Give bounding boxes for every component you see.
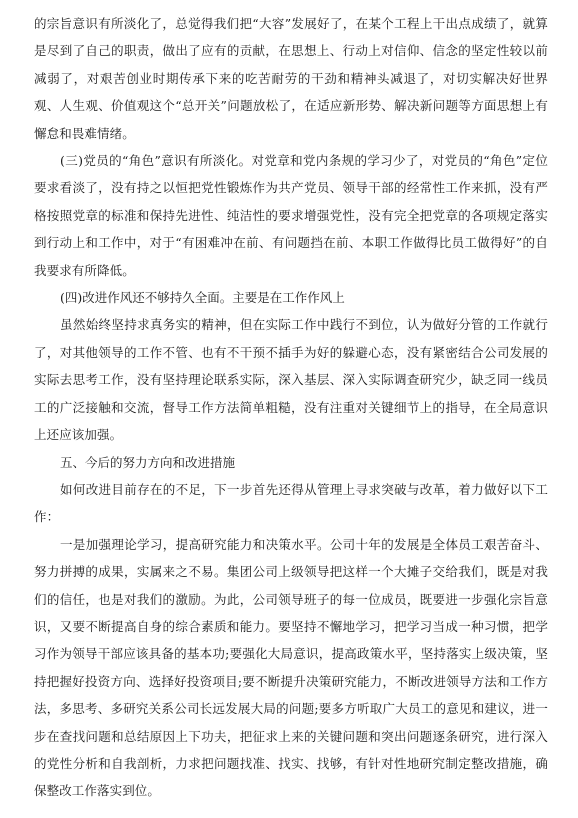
body-paragraph-1: 的宗旨意识有所淡化了，总觉得我们把“大容”发展好了，在某个工程上干出点成绩了，就算是尽到了自己的职责，做出了应有的贡献，在思想上、行动上对信仰、信念的坚定性较以前减弱了，对艰苦创业时期传承下来的吃苦耐劳的干劲和精神头减退了，对切实解决好世界观、人生观、价值观这个“总开关”问题放松了，在适应新形势、解决新问题等方面思想上有懈怠和畏难情绪。 bbox=[34, 16, 548, 141]
section-heading-4: (四)改进作风还不够持久全面。主要是在工作作风上 bbox=[60, 290, 345, 306]
body-paragraph-4: 如何改进目前存在的不足，下一步首先还得从管理上寻求突破与改革，着力做好以下工作： bbox=[34, 481, 548, 525]
body-paragraph-2: (三)党员的“角色”意识有所淡化。对党章和党内条规的学习少了，对党员的“角色”定位要求看淡了，没有持之以恒把党性锻炼作为共产党员、领导干部的经常性工作来抓，没有严格按照党章的标准和保持先进性、纯洁性的要求增强党性，没有完全把党章的各项规定落实到行动上和工作中，对于“有困难冲在前、有问题挡在前、本职工作做得比员工做得好”的自我要求有所降低。 bbox=[34, 153, 548, 278]
document-page bbox=[34, 10, 548, 805]
body-paragraph-5: 一是加强理论学习，提高研究能力和决策水平。公司十年的发展是全体员工艰苦奋斗、努力拼搏的成果，实属来之不易。集团公司上级领导把这样一个大摊子交给我们，既是对我们的信任，也是对我们的激励。为此，公司领导班子的每一位成员，既要进一步强化宗旨意识，又要不断提高自身的综合素质和能力。要坚持不懈地学习，把学习当成一种习惯，把学习作为领导干部应该具备的基本功;要强化大局意识，提高政策水平，坚持落实上级决策，坚持把握好投资方向、选择好投资项目;要不断提升决策研究能力，不断改进领导方法和工作方法，多思考、多研究关系公司长远发展大局的问题;要多方听取广大员工的意见和建议，进一步在查找问题和总结原因上下功夫，把征求上来的关键问题和突出问题逐条研究，进行深入的党性分析和自我剖析，力求把问题找准、找实、找够，有针对性地研究制定整改措施，确保整改工作落实到位。 bbox=[34, 536, 548, 799]
section-heading-5: 五、今后的努力方向和改进措施 bbox=[60, 454, 236, 470]
body-paragraph-3: 虽然始终坚持求真务实的精神，但在实际工作中践行不到位，认为做好分管的工作就行了，对其他领导的工作不管、也有不干预不插手为好的躲避心态，没有紧密结合公司发展的实际去思考工作，没有坚持理论联系实际，深入基层、深入实际调查研究少，缺乏同一线员工的广泛接触和交流，督导工作方法简单粗糙，没有注重对关键细节上的指导，在全局意识上还应该加强。 bbox=[34, 317, 548, 443]
